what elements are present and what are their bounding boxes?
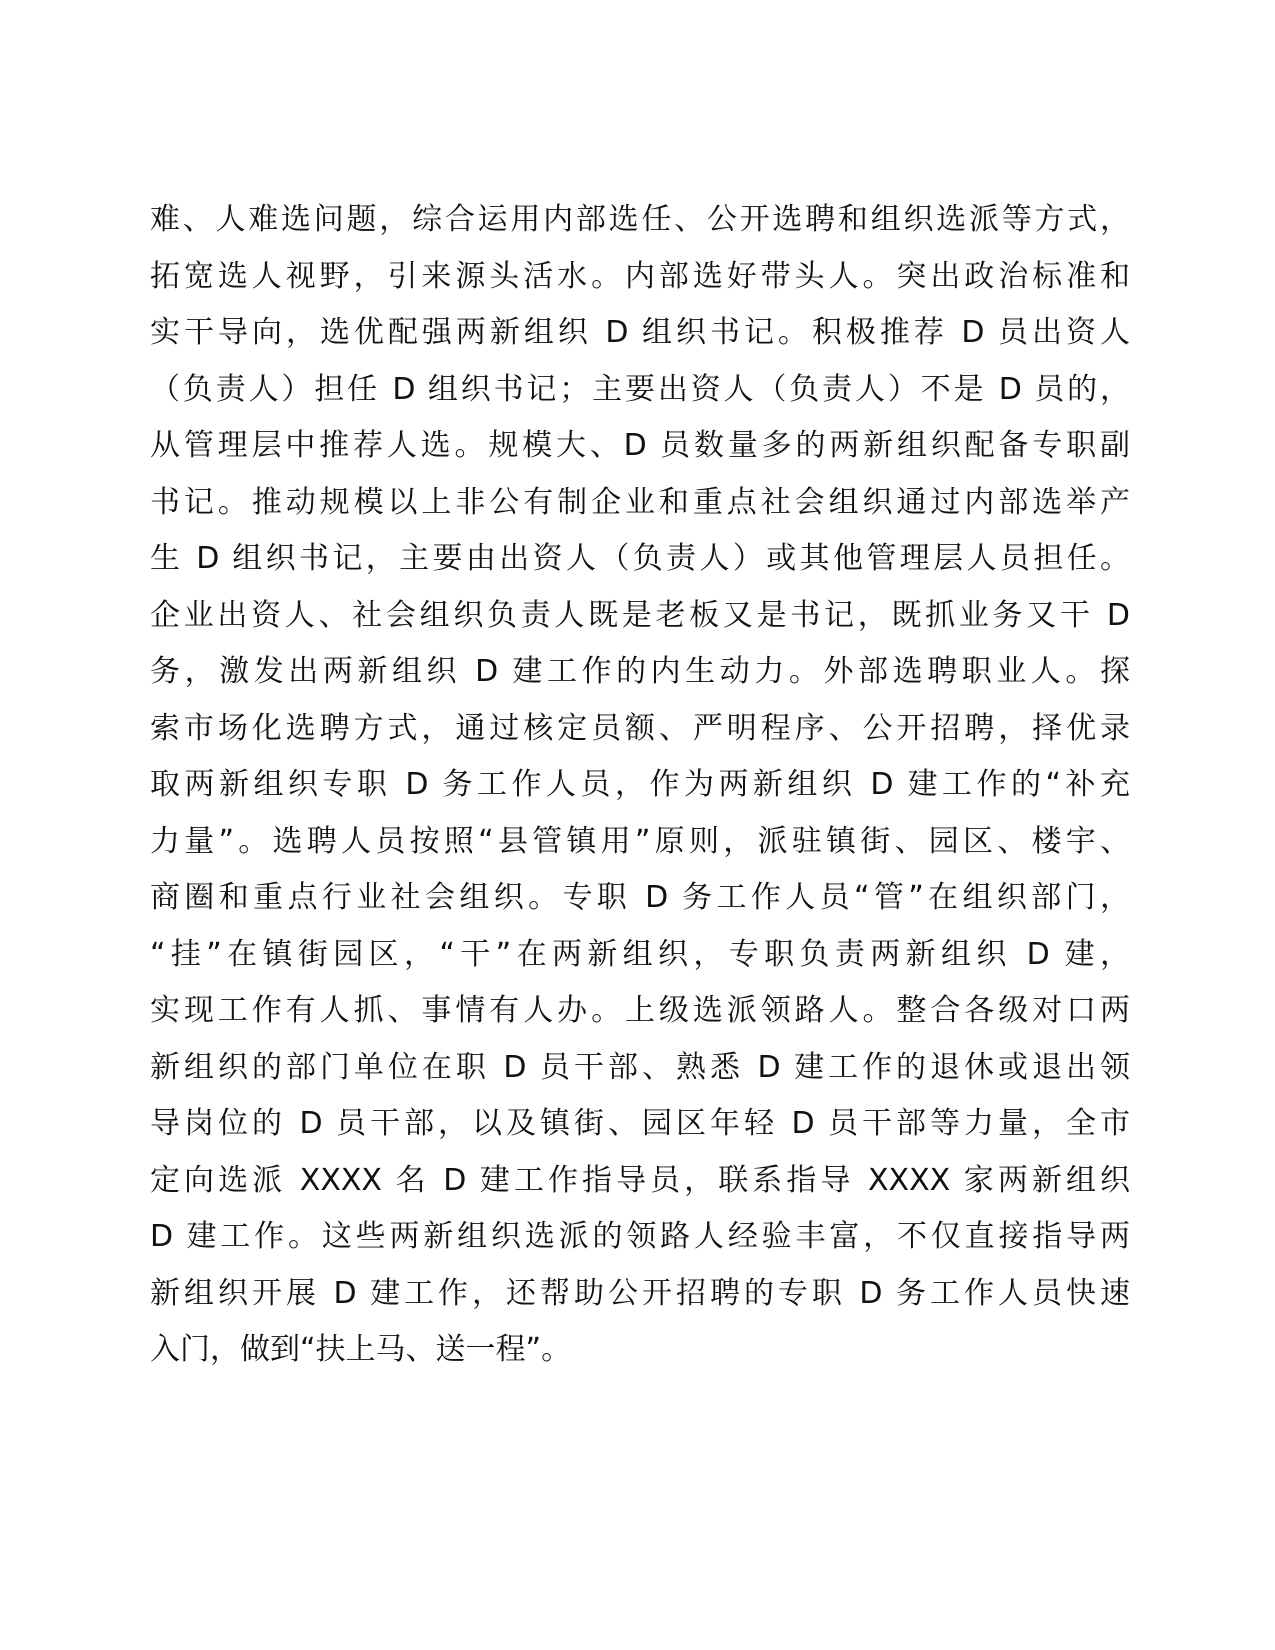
text-line: 力量”。选聘人员按照“县管镇用”原则，派驻镇街、园区、楼宇、: [150, 823, 1130, 859]
body-paragraph: [150, 192, 1130, 1379]
text-line: 务，激发出两新组织 D 建工作的内生动力。外部选聘职业人。探: [150, 654, 1130, 689]
text-line: D 建工作。这些两新组织选派的领路人经验丰富，不仅直接指导两: [150, 1219, 1130, 1254]
text-line: 从管理层中推荐人选。规模大、D 员数量多的两新组织配备专职副: [150, 428, 1130, 463]
text-line: 商圈和重点行业社会组织。专职 D 务工作人员“管”在组织部门，: [150, 880, 1130, 915]
text-line: 实干导向，选优配强两新组织 D 组织书记。积极推荐 D 员出资人: [150, 315, 1130, 350]
text-line: 难、人难选问题，综合运用内部选任、公开选聘和组织选派等方式，: [150, 202, 1130, 237]
text-line: 定向选派 XXXX 名 D 建工作指导员，联系指导 XXXX 家两新组织: [150, 1162, 1130, 1198]
text-line: 取两新组织专职 D 务工作人员，作为两新组织 D 建工作的“补充: [150, 767, 1130, 802]
text-line: 拓宽选人视野，引来源头活水。内部选好带头人。突出政治标准和: [150, 258, 1130, 294]
text-line: （负责人）担任 D 组织书记；主要出资人（负责人）不是 D 员的，: [150, 371, 1130, 407]
text-line: 新组织的部门单位在职 D 员干部、熟悉 D 建工作的退休或退出领: [150, 1049, 1130, 1085]
text-line: 导岗位的 D 员干部，以及镇街、园区年轻 D 员干部等力量，全市: [150, 1106, 1130, 1141]
text-line: 实现工作有人抓、事情有人办。上级选派领路人。整合各级对口两: [150, 993, 1130, 1028]
text-line: 企业出资人、社会组织负责人既是老板又是书记，既抓业务又干 D: [150, 597, 1130, 633]
text-line: 生 D 组织书记，主要由出资人（负责人）或其他管理层人员担任。: [150, 541, 1130, 576]
text-line: 索市场化选聘方式，通过核定员额、严明程序、公开招聘，择优录: [150, 710, 1130, 746]
text-line: 新组织开展 D 建工作，还帮助公开招聘的专职 D 务工作人员快速: [150, 1275, 1130, 1311]
text-line: “挂”在镇街园区，“干”在两新组织，专职负责两新组织 D 建，: [150, 936, 1130, 972]
text-line: 入门，做到“扶上马、送一程”。: [150, 1332, 572, 1367]
text-line: 书记。推动规模以上非公有制企业和重点社会组织通过内部选举产: [150, 484, 1130, 520]
